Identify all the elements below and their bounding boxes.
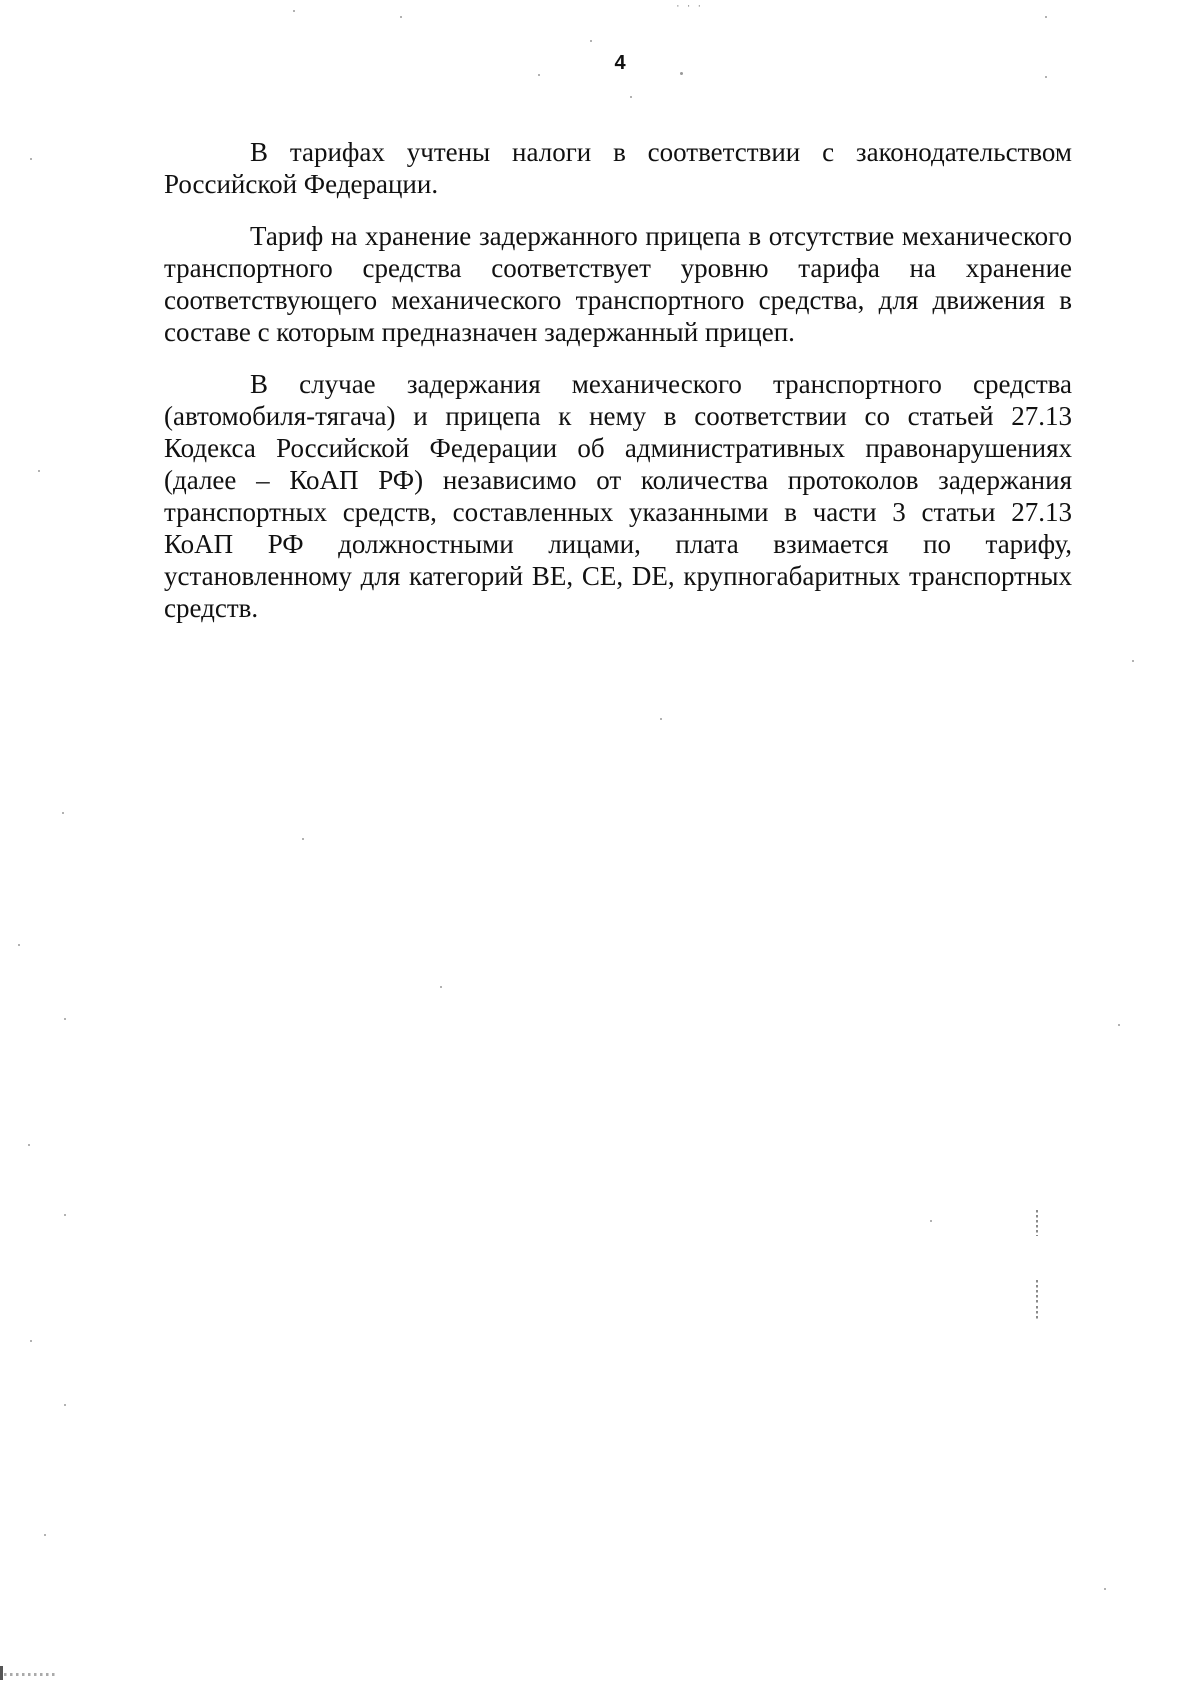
scan-speck [538, 74, 540, 76]
scan-speck [64, 1404, 66, 1406]
scan-speck [400, 16, 402, 18]
paragraph-trailer-tariff: Тариф на хранение задержанного прицепа в отсутствие механического транспортного средства соответствует уровню тарифа на хранение соответствующего механического транспортного средства, для движения в составе с которым предназначен задержанный прицеп. [164, 221, 1072, 347]
scan-speck [18, 944, 20, 946]
scan-speck [64, 1018, 66, 1020]
scan-speck [660, 718, 662, 720]
scan-dotted-line [1036, 1210, 1038, 1236]
scan-speck [38, 470, 40, 472]
scan-speck [30, 158, 32, 160]
page-number: 4 [614, 52, 626, 74]
scan-speck [62, 812, 64, 814]
scan-speck [64, 1214, 66, 1216]
scan-dotted-line [1036, 1280, 1038, 1304]
scan-speck [302, 838, 304, 840]
scan-speck [1045, 16, 1047, 18]
scan-artifact-top: · · · [676, 0, 704, 12]
scan-speck [630, 96, 632, 98]
scan-speck [30, 1340, 32, 1342]
scan-speck [930, 1220, 932, 1222]
paragraph-taxes: В тарифах учтены налоги в соответствии с законодательством Российской Федерации. [164, 137, 1072, 199]
paragraph-detention-case: В случае задержания механического транспортного средства (автомобиля-тягача) и прицепа к нему в соответствии со статьей 27.13 Кодекса Российской Федерации об административных правонарушениях (далее – КоАП РФ) независимо от количества протоколов задержания транспортных средств, составленных указанными в части 3 статьи 27.13 КоАП РФ должностными лицами, плата взимается по тарифу, установленному для категорий ВЕ, СЕ, DE, крупногабаритных транспортных средств. [164, 369, 1072, 623]
scan-speck [440, 986, 442, 988]
scan-speck [1132, 660, 1134, 662]
scan-speck [1045, 76, 1047, 78]
scan-dotted-line [1036, 1306, 1038, 1320]
scan-speck [680, 72, 683, 75]
scan-speck [44, 1534, 46, 1536]
scan-speck [1104, 1588, 1106, 1590]
scan-corner-mark [0, 1666, 60, 1680]
scan-speck [590, 40, 592, 42]
scan-speck [1118, 1024, 1120, 1026]
scan-speck [293, 10, 295, 12]
document-body [164, 136, 1072, 644]
scan-speck [28, 1144, 30, 1146]
